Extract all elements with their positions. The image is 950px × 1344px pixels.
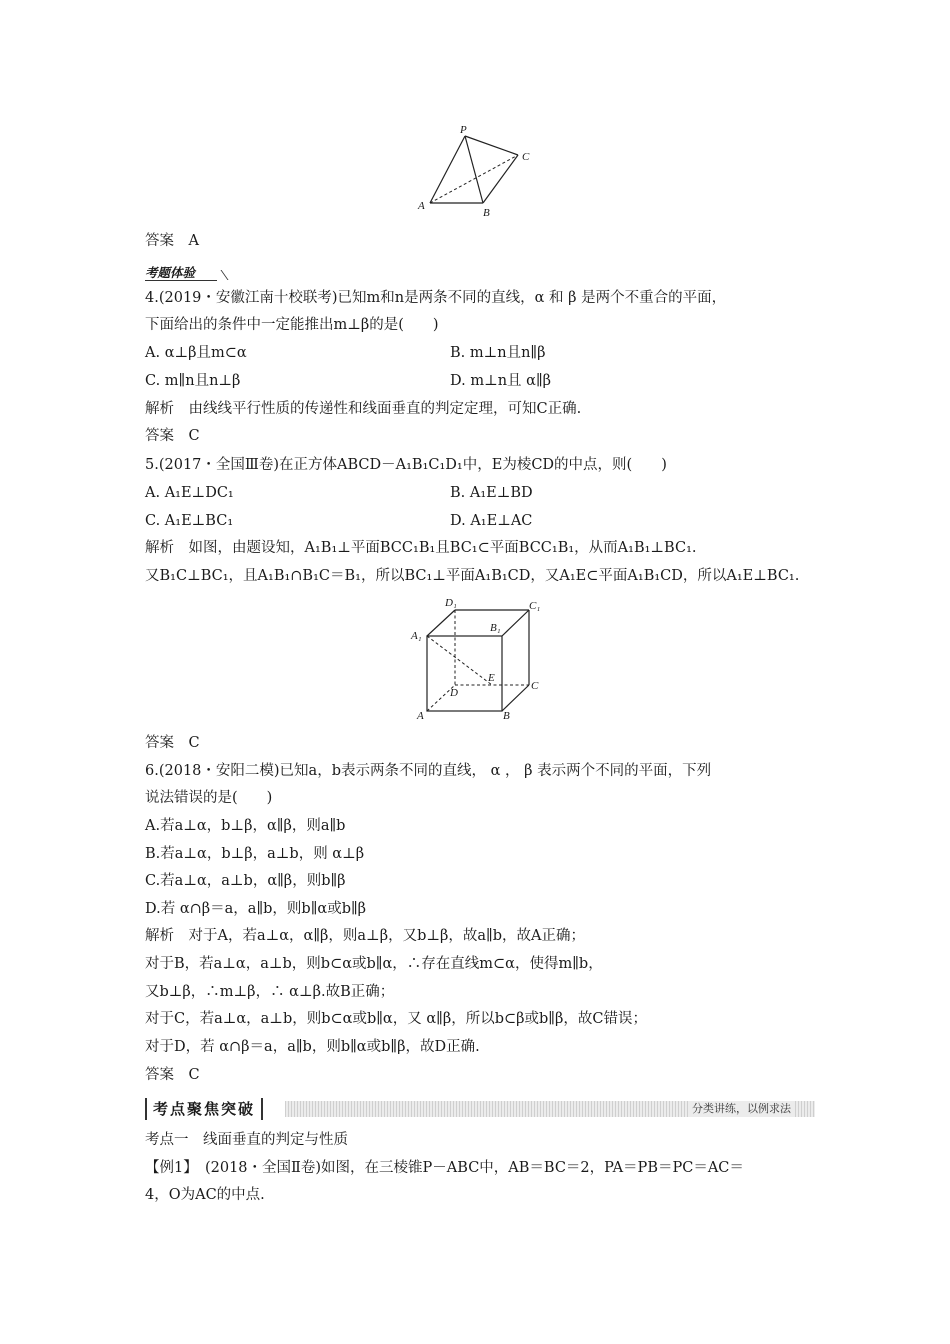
q6-analysis-line2: 对于B，若a⊥α，a⊥b，则b⊂α或b∥α，∴存在直线m⊂α，使得m∥b， bbox=[145, 956, 603, 972]
tag-underline bbox=[145, 280, 217, 281]
q5-analysis-line2: 又B₁C⊥BC₁，且A₁B₁∩B₁C＝B₁，所以BC₁⊥平面A₁B₁CD，又A₁E⊂平面A₁B₁CD，所以A₁E⊥BC₁. bbox=[145, 568, 800, 584]
section-banner bbox=[145, 1098, 815, 1120]
q6-analysis-line4: 对于C，若a⊥α，a⊥b，则b⊂α或b∥α，又 α∥β，所以b⊂β或b∥β，故C错误； bbox=[145, 1011, 647, 1027]
example-1-line2: 4，O为AC的中点. bbox=[145, 1187, 265, 1203]
q4-stem-line2: 下面给出的条件中一定能推出m⊥β的是( ) bbox=[145, 317, 439, 333]
q6-option-b: B.若a⊥α，b⊥β，a⊥b，则 α⊥β bbox=[145, 846, 365, 862]
q5-option-d: D. A₁E⊥AC bbox=[450, 513, 533, 529]
q5-option-a: A. A₁E⊥DC₁ bbox=[145, 485, 234, 501]
q5-option-c: C. A₁E⊥BC₁ bbox=[145, 513, 234, 529]
q6-stem-line2: 说法错误的是( ) bbox=[145, 790, 273, 806]
q4-stem-line1: 4.(2019・安徽江南十校联考)已知m和n是两条不同的直线，α 和 β 是两个不重合的平面， bbox=[145, 290, 727, 306]
label-B: B bbox=[483, 207, 490, 219]
label-P: P bbox=[460, 124, 467, 136]
q5-answer: 答案 C bbox=[145, 735, 200, 751]
q6-option-a: A.若a⊥α，b⊥β，α∥β，则a∥b bbox=[145, 818, 346, 834]
label-B: B bbox=[503, 710, 510, 722]
section-tag: 考题体验 bbox=[145, 265, 196, 280]
label-A: A bbox=[418, 200, 425, 212]
q4-answer: 答案 C bbox=[145, 428, 200, 444]
banner-subtitle: 分类讲练，以例求法 bbox=[692, 1102, 791, 1115]
tag-slash bbox=[210, 270, 228, 280]
q6-option-d: D.若 α∩β＝a，a∥b，则b∥α或b∥β bbox=[145, 901, 367, 917]
q5-stem: 5.(2017・全国Ⅲ卷)在正方体ABCD－A₁B₁C₁D₁中，E为棱CD的中点，则( ) bbox=[145, 457, 667, 473]
banner-title: 考点聚焦突破 bbox=[145, 1098, 263, 1120]
q4-option-d: D. m⊥n且 α∥β bbox=[450, 373, 552, 389]
q6-option-c: C.若a⊥α，a⊥b，α∥β，则b∥β bbox=[145, 873, 346, 889]
q6-stem-line1: 6.(2018・安阳二模)已知a，b表示两条不同的直线， α ， β 表示两个不同的平面，下列 bbox=[145, 763, 712, 779]
label-C: C bbox=[531, 680, 539, 692]
q4-analysis: 解析 由线线平行性质的传递性和线面垂直的判定定理，可知C正确. bbox=[145, 401, 582, 417]
label-A: A bbox=[417, 710, 424, 722]
label-C: C bbox=[522, 151, 530, 163]
example-1-line1: 【例1】 (2018・全国Ⅱ卷)如图，在三棱锥P－ABC中，AB＝BC＝2，PA＝PB＝PC＝AC＝ bbox=[145, 1160, 744, 1176]
q6-analysis-line1: 解析 对于A，若a⊥α，α∥β，则a⊥β，又b⊥β，故a∥b，故A正确； bbox=[145, 928, 585, 944]
q6-answer: 答案 C bbox=[145, 1067, 200, 1083]
label-C1: C₁ bbox=[529, 600, 541, 612]
q4-option-c: C. m∥n且n⊥β bbox=[145, 373, 241, 389]
label-E: E bbox=[488, 672, 495, 684]
label-D: D bbox=[450, 687, 458, 699]
q4-option-b: B. m⊥n且n∥β bbox=[450, 345, 546, 361]
q6-analysis-line5: 对于D，若 α∩β＝a，a∥b，则b∥α或b∥β，故D正确. bbox=[145, 1039, 480, 1055]
q4-option-a: A. α⊥β且m⊂α bbox=[145, 345, 247, 361]
cube-figure bbox=[405, 595, 555, 725]
q6-analysis-line3: 又b⊥β，∴m⊥β，∴ α⊥β.故B正确； bbox=[145, 984, 395, 1000]
label-A1: A₁ bbox=[411, 630, 422, 642]
label-B1: B₁ bbox=[490, 622, 501, 634]
q5-option-b: B. A₁E⊥BD bbox=[450, 485, 533, 501]
label-D1: D₁ bbox=[445, 597, 457, 609]
pyramid-figure bbox=[410, 120, 540, 220]
answer-1: 答案 A bbox=[145, 233, 199, 249]
q5-analysis-line1: 解析 如图，由题设知，A₁B₁⊥平面BCC₁B₁且BC₁⊂平面BCC₁B₁，从而A₁B₁⊥BC₁. bbox=[145, 540, 697, 556]
kaodian-heading: 考点一 线面垂直的判定与性质 bbox=[145, 1132, 348, 1148]
